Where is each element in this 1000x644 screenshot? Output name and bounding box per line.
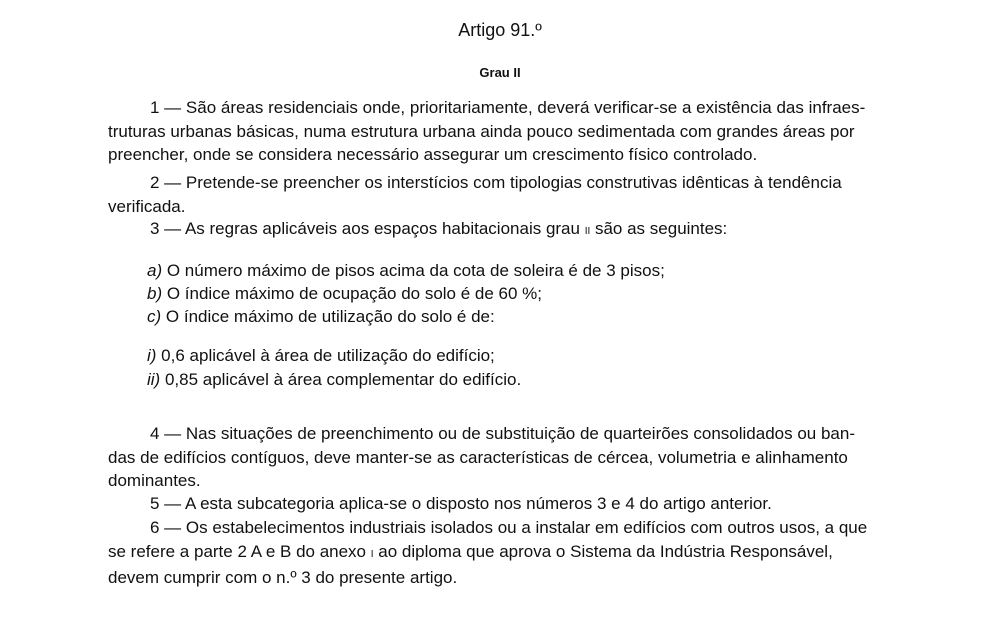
list-subitem-i-marker: i) xyxy=(147,346,157,365)
list-item-c xyxy=(147,305,887,329)
paragraph-2-line-1: 2 — Pretende-se preencher os interstícios com tipologias construtivas idênticas à tendência xyxy=(150,173,842,192)
paragraph-3-text-start: 3 — As regras aplicáveis aos espaços habitacionais grau xyxy=(150,219,585,238)
paragraph-5-line-1: 5 — A esta subcategoria aplica-se o disposto nos números 3 e 4 do artigo anterior. xyxy=(150,494,772,513)
paragraph-1-line-2: truturas urbanas básicas, numa estrutura urbana ainda pouco sedimentada com grandes áreas por xyxy=(108,121,855,141)
paragraph-4-line-3: dominantes. xyxy=(108,471,201,490)
paragraph-4 xyxy=(108,422,898,493)
paragraph-6-line-1: 6 — Os estabelecimentos industriais isolados ou a instalar em edifícios com outros usos, a que xyxy=(150,518,868,537)
list-item-c-text: O índice máximo de utilização do solo é de: xyxy=(161,307,495,326)
paragraph-1-line-1: 1 — São áreas residenciais onde, prioritariamente, deverá verificar-se a existência das infraes- xyxy=(150,98,866,117)
list-item-c-marker: c) xyxy=(147,307,162,326)
paragraph-1 xyxy=(108,96,898,167)
paragraph-6-line-2-start: se refere a parte 2 A e B do anexo xyxy=(108,541,371,561)
paragraph-6 xyxy=(108,516,898,590)
paragraph-5 xyxy=(108,492,898,516)
list-subitem-ii xyxy=(147,368,887,392)
paragraph-6-line-2-end: ao diploma que aprova o Sistema da Indústria Responsável, xyxy=(373,541,833,561)
paragraph-2 xyxy=(108,171,898,218)
list-item-b-marker: b) xyxy=(147,284,163,303)
paragraph-3-text-end: são as seguintes: xyxy=(590,219,728,238)
annex-roman-numeral: I xyxy=(370,548,374,560)
list-item-a xyxy=(147,259,887,283)
paragraph-6-line-3: devem cumprir com o n.º 3 do presente artigo. xyxy=(108,568,458,587)
article-title: Artigo 91.º xyxy=(458,20,542,40)
list-subitem-ii-marker: ii) xyxy=(147,370,161,389)
paragraph-1-line-3: preencher, onde se considera necessário assegurar um crescimento físico controlado. xyxy=(108,145,758,164)
paragraph-4-line-1: 4 — Nas situações de preenchimento ou de substituição de quarteirões consolidados ou ban- xyxy=(150,424,855,443)
list-subitem-i xyxy=(147,344,887,368)
list-item-b-text: O índice máximo de ocupação do solo é de 60 %; xyxy=(162,284,543,303)
section-subtitle: Grau II xyxy=(479,65,521,80)
paragraph-2-line-2: verificada. xyxy=(108,196,186,216)
paragraph-3 xyxy=(108,217,898,244)
list-item-a-marker: a) xyxy=(147,261,163,280)
paragraph-4-line-2: das de edifícios contíguos, deve manter-se as características de cércea, volumetria e alinhamento xyxy=(108,447,848,467)
list-subitem-i-text: 0,6 aplicável à área de utilização do edifício; xyxy=(156,346,495,365)
list-item-b xyxy=(147,282,887,306)
list-subitem-ii-text: 0,85 aplicável à área complementar do edifício. xyxy=(160,370,522,389)
grau-roman-numeral: II xyxy=(584,226,591,237)
list-item-a-text: O número máximo de pisos acima da cota de soleira é de 3 pisos; xyxy=(162,261,665,280)
